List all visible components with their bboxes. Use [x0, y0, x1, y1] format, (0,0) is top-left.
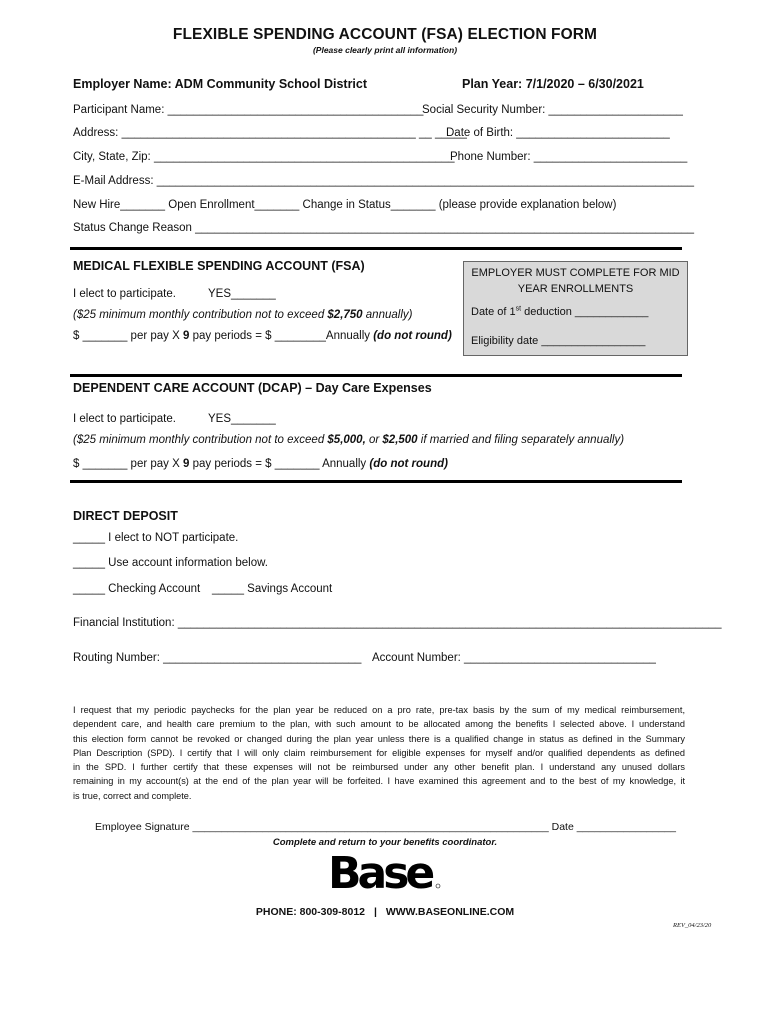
- status-type-field[interactable]: New Hire_______ Open Enrollment_______ Change in Status_______ (please provide explanation below): [73, 199, 617, 211]
- account-number-field[interactable]: Account Number: ______________________________: [372, 652, 656, 664]
- employer-box-line2: YEAR ENROLLMENTS: [517, 283, 634, 295]
- medical-calculation-field[interactable]: $ _______ per pay X 9 pay periods = $ ________Annually (do not round): [73, 330, 452, 342]
- dependent-elect-label: I elect to participate.: [73, 413, 176, 425]
- dependent-yes-field[interactable]: YES_______: [208, 413, 276, 425]
- dob-field[interactable]: Date of Birth: ________________________: [446, 127, 670, 139]
- dependent-calculation-field[interactable]: $ _______ per pay X 9 pay periods = $ _______ Annually (do not round): [73, 458, 448, 470]
- checking-account-field[interactable]: _____ Checking Account: [73, 583, 201, 595]
- agreement-line: Plan Description (SPD). I certify that I will only claim reimbursement for eligible expenses for myself and/or qualified dependents as defined: [73, 747, 685, 758]
- status-change-reason-field[interactable]: Status Change Reason ______________________________________________________________________________: [73, 222, 694, 234]
- section-divider: [70, 480, 682, 483]
- website-link[interactable]: WWW.BASEONLINE.COM: [385, 906, 515, 918]
- dependent-care-heading: DEPENDENT CARE ACCOUNT (DCAP) – Day Care Expenses: [73, 381, 432, 395]
- not-participate-field[interactable]: _____ I elect to NOT participate.: [73, 532, 239, 544]
- base-logo-text: Base: [328, 852, 432, 894]
- ssn-field[interactable]: Social Security Number: _____________________: [422, 104, 683, 116]
- agreement-line: in the SPD. I further certify that these expenses will not be reimbursed under any other benefit plan. I understand any unused dollars: [73, 762, 685, 773]
- address-field[interactable]: Address: ______________________________________________ __ _____: [73, 127, 467, 139]
- financial-institution-field[interactable]: Financial Institution: _____________________________________________________________________________________: [73, 617, 722, 629]
- medical-minimum-note: ($25 minimum monthly contribution not to exceed $2,750 annually): [73, 309, 413, 321]
- medical-elect-label: I elect to participate.: [73, 288, 176, 300]
- city-state-zip-field[interactable]: City, State, Zip: _______________________________________________: [73, 151, 455, 163]
- routing-number-field[interactable]: Routing Number: _______________________________: [73, 652, 362, 664]
- participant-name-field[interactable]: Participant Name: ________________________________________: [73, 104, 424, 116]
- return-instructions: Complete and return to your benefits coordinator.: [272, 837, 498, 848]
- agreement-line: is true, correct and complete.: [73, 790, 192, 801]
- phone-number: PHONE: 800-309-8012: [255, 906, 366, 918]
- medical-yes-field[interactable]: YES_______: [208, 288, 276, 300]
- section-divider: [70, 374, 682, 377]
- direct-deposit-heading: DIRECT DEPOSIT: [73, 509, 178, 523]
- first-deduction-date-field[interactable]: Date of 1st deduction ____________: [471, 305, 649, 318]
- base-logo-mark: [328, 852, 442, 894]
- medical-fsa-heading: MEDICAL FLEXIBLE SPENDING ACCOUNT (FSA): [73, 259, 365, 273]
- dependent-minimum-note: ($25 minimum monthly contribution not to exceed $5,000, or $2,500 if married and filing separately annually): [73, 434, 625, 446]
- form-title: FLEXIBLE SPENDING ACCOUNT (FSA) ELECTION FORM: [172, 26, 598, 43]
- agreement-paragraph: [73, 703, 685, 803]
- form-subtitle: (Please clearly print all information): [312, 45, 458, 55]
- agreement-line: remaining in my account(s) at the end of the plan year will be forfeited. I have examined this agreement and to the best of my knowledge, it: [73, 776, 685, 787]
- agreement-line: dependent care, and health care premium to the plan, with such amount to be allocated among the benefits I selected above. I understand: [73, 719, 685, 730]
- email-field[interactable]: E-Mail Address: ____________________________________________________________________________________: [73, 175, 694, 187]
- use-account-info-field[interactable]: _____ Use account information below.: [73, 557, 268, 569]
- agreement-line: I request that my periodic paychecks for the plan year be reduced on a pro rate, pre-tax basis by the sum of my medical reimbursement,: [73, 705, 685, 715]
- employer-mid-year-box: [463, 261, 688, 356]
- section-divider: [70, 247, 682, 250]
- separator: |: [373, 906, 377, 918]
- base-logo: [328, 852, 442, 894]
- savings-account-field[interactable]: _____ Savings Account: [212, 583, 333, 595]
- agreement-line: this election form cannot be revoked or changed during the plan year unless there is a qualified change in status as defined in the Summary: [73, 733, 685, 744]
- plan-year: Plan Year: 7/1/2020 – 6/30/2021: [462, 77, 644, 91]
- employer-name: Employer Name: ADM Community School District: [73, 77, 368, 91]
- revision-code: REV_04/23/20: [673, 922, 712, 929]
- phone-field[interactable]: Phone Number: ________________________: [450, 151, 688, 163]
- contact-line: [0, 906, 770, 918]
- eligibility-date-field[interactable]: Eligibility date _________________: [471, 335, 646, 347]
- employee-signature-field[interactable]: Employee Signature _____________________________________________________________ Date _________________: [95, 821, 676, 833]
- employer-box-line1: EMPLOYER MUST COMPLETE FOR MID: [471, 267, 680, 279]
